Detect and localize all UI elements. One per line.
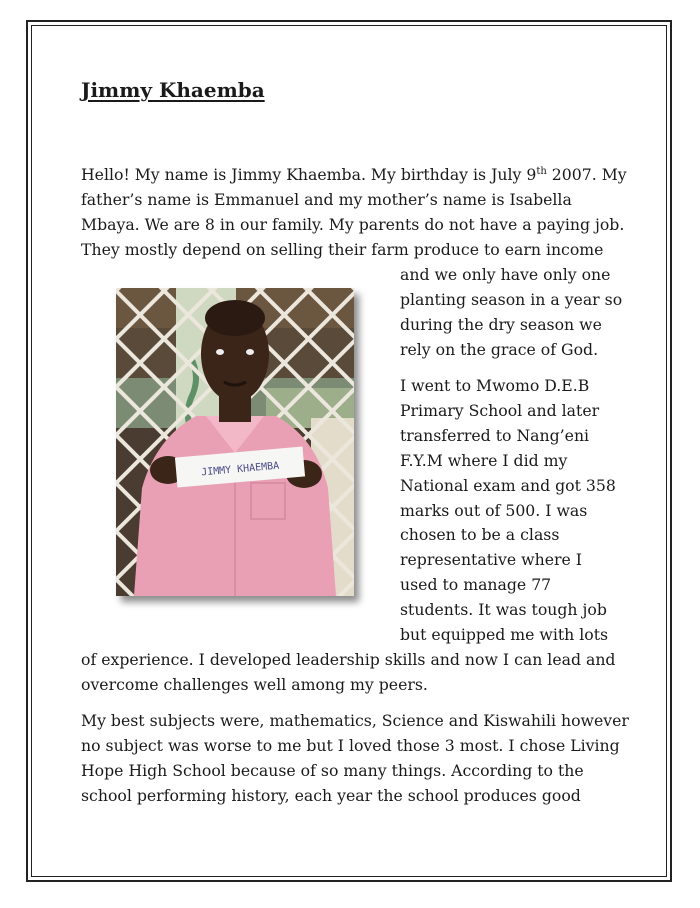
paragraph-1-line-3: Mbaya. We are 8 in our family. My parents do not have a paying job. xyxy=(81,215,625,234)
paragraph-2-line-4: F.Y.M where I did my xyxy=(400,451,568,470)
paragraph-3-line-2: no subject was worse to me but I loved those 3 most. I chose Living xyxy=(81,736,620,755)
paragraph-2-line-7: chosen to be a class xyxy=(400,525,560,544)
paragraph-1-line-6: planting season in a year so xyxy=(400,290,623,309)
paragraph-1-line-4: They mostly depend on selling their farm produce to earn income xyxy=(81,240,604,259)
paragraph-2-line-5: National exam and got 358 xyxy=(400,476,616,495)
paragraph-1-line-2: father’s name is Emmanuel and my mother’s name is Isabella xyxy=(81,190,572,209)
paragraph-2-line-6: marks out of 500. I was xyxy=(400,501,588,520)
paragraph-2-line-3: transferred to Nang’eni xyxy=(400,426,590,445)
photo-name-sign: JIMMY KHAEMBA xyxy=(200,460,280,479)
paragraph-3-line-1: My best subjects were, mathematics, Science and Kiswahili however xyxy=(81,711,629,730)
paragraph-2-line-11: but equipped me with lots xyxy=(400,625,609,644)
paragraph-2-line-2: Primary School and later xyxy=(400,401,600,420)
student-photo xyxy=(116,288,354,596)
paragraph-1-line-5: and we only have only one xyxy=(400,265,611,284)
student-name-heading: Jimmy Khaemba xyxy=(81,78,265,102)
paragraph-1-line-1: Hello! My name is Jimmy Khaemba. My birthday is July 9th 2007. My xyxy=(81,165,627,184)
paragraph-1-line-7: during the dry season we xyxy=(400,315,602,334)
paragraph-2-line-10: students. It was tough job xyxy=(400,600,607,619)
paragraph-2-line-9: used to manage 77 xyxy=(400,575,552,594)
paragraph-2-line-1: I went to Mwomo D.E.B xyxy=(400,376,590,395)
paragraph-3-line-4: school performing history, each year the school produces good xyxy=(81,786,581,805)
paragraph-2-line-8: representative where I xyxy=(400,550,582,569)
paragraph-2-line-12: of experience. I developed leadership skills and now I can lead and xyxy=(81,650,616,669)
paragraph-1-line-8: rely on the grace of God. xyxy=(400,340,599,359)
paragraph-2-line-13: overcome challenges well among my peers. xyxy=(81,675,428,694)
paragraph-3-line-3: Hope High School because of so many things. According to the xyxy=(81,761,584,780)
